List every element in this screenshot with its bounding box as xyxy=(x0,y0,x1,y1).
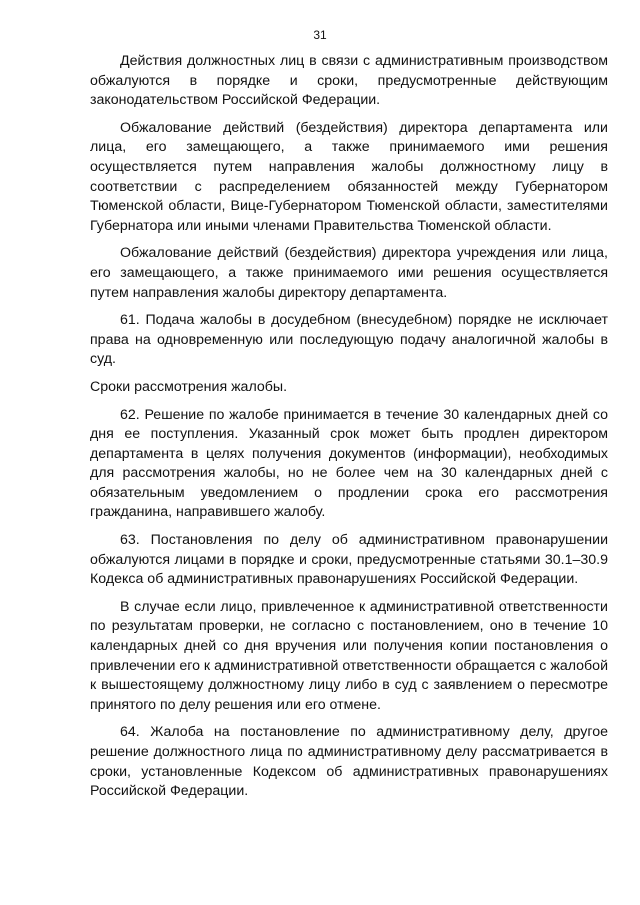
paragraph-appeal-general: Действия должностных лиц в связи с административным производством обжалуются в порядке и сроки, предусмотренные действующим законодательством Российской Федерации. xyxy=(90,53,608,109)
paragraph-64: 64. Жалоба на постановление по административному делу, другое решение должностного лица по административному делу рассматривается в сроки, установленные Кодексом об административных правонарушениях Российской Федерации. xyxy=(90,724,608,800)
paragraph-61: 61. Подача жалобы в досудебном (внесудебном) порядке не исключает права на одновременную или последующую подачу аналогичной жалобы в суд. xyxy=(90,312,608,368)
document-body xyxy=(90,52,608,810)
paragraph-63: 63. Постановления по делу об административном правонарушении обжалуются лицами в порядке и сроки, предусмотренные статьями 30.1–30.9 Кодекса об административных правонарушениях Российской Федерации. xyxy=(90,532,608,588)
paragraph-appeal-director-institution: Обжалование действий (бездействия) директора учреждения или лица, его замещающего, а также принимаемого ими решения осуществляется путем направления жалобы директору департамента. xyxy=(90,245,608,301)
paragraph-62: 62. Решение по жалобе принимается в течение 30 календарных дней со дня ее поступления. Указанный срок может быть продлен директором департамента в целях получения документов (информации), необходимых для рассмотрения жалобы, но не более чем на 30 календарных дней с обязательным уведомлением о продлении срока его рассмотрения гражданина, направившего жалобу. xyxy=(90,406,608,521)
paragraph-appeal-director-department: Обжалование действий (бездействия) директора департамента или лица, его замещающего, а также принимаемого ими решения осуществляется путем направления жалобы должностному лицу в соответствии с распределением обязанностей между Губернатором Тюменской области, Вице-Губернатором Тюменской области, заместителями Губернатора или иными членами Правительства Тюменской области. xyxy=(90,119,608,234)
paragraph-disagreement: В случае если лицо, привлеченное к административной ответственности по результатам проверки, не согласно с постановлением, оно в течение 10 календарных дней со дня вручения или получения копии постановления о привлечении его к административной ответственности обращается с жалобой к вышестоящему должностному лицу либо в суд с заявлением о пересмотре принятого по делу решения или его отмене. xyxy=(90,598,608,713)
section-heading-review-terms: Сроки рассмотрения жалобы. xyxy=(90,378,288,395)
page-number: 31 xyxy=(313,28,327,42)
